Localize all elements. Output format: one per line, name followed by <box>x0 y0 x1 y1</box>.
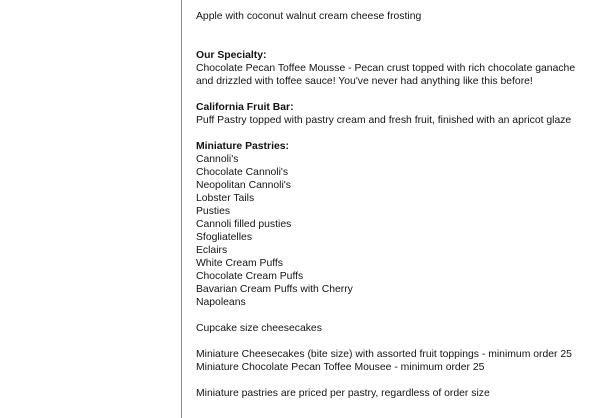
spacer <box>196 374 596 387</box>
list-item: Napoleans <box>196 297 246 308</box>
list-item: Sfogliatelles <box>196 232 253 243</box>
specialty-heading: Our Specialty: <box>196 50 267 61</box>
miniature-pastries-list <box>196 153 596 309</box>
cupcake-text: Cupcake size cheesecakes <box>196 323 322 334</box>
list-item: Cannoli's <box>196 154 239 165</box>
document-content <box>196 10 596 400</box>
spacer <box>196 335 596 348</box>
intro-text: Apple with coconut walnut cream cheese frosting <box>196 11 422 22</box>
fruit-bar-heading: California Fruit Bar: <box>196 102 294 113</box>
list-item: Lobster Tails <box>196 193 255 204</box>
miniature-pastries-heading: Miniature Pastries: <box>196 141 289 152</box>
fruit-bar-description: Puff Pastry topped with pastry cream and fresh fruit, finished with an apricot glaze <box>196 115 572 126</box>
specialty-description: Chocolate Pecan Toffee Mousse - Pecan crust topped with rich chocolate ganache and drizzled with toffee sauce! You've never had anything like this before! <box>196 63 576 87</box>
spacer <box>196 88 596 101</box>
list-item: Bavarian Cream Puffs with Cherry <box>196 284 353 295</box>
list-item: White Cream Puffs <box>196 258 284 269</box>
mini-cheesecake-line: Miniature Chocolate Pecan Toffee Mousee - minimum order 25 <box>196 362 485 373</box>
list-item: Eclairs <box>196 245 228 256</box>
list-item: Chocolate Cannoli's <box>196 167 289 178</box>
spacer <box>196 309 596 322</box>
spacer <box>196 23 596 49</box>
list-item: Pusties <box>196 206 231 217</box>
list-item: Neopolitan Cannoli's <box>196 180 291 191</box>
mini-cheesecake-line: Miniature Cheesecakes (bite size) with assorted fruit toppings - minimum order 25 <box>196 349 572 360</box>
pricing-note: Miniature pastries are priced per pastry, regardless of order size <box>196 388 490 399</box>
list-item: Cannoli filled pusties <box>196 219 292 230</box>
spacer <box>196 127 596 140</box>
margin-divider <box>181 0 182 418</box>
list-item: Chocolate Cream Puffs <box>196 271 304 282</box>
